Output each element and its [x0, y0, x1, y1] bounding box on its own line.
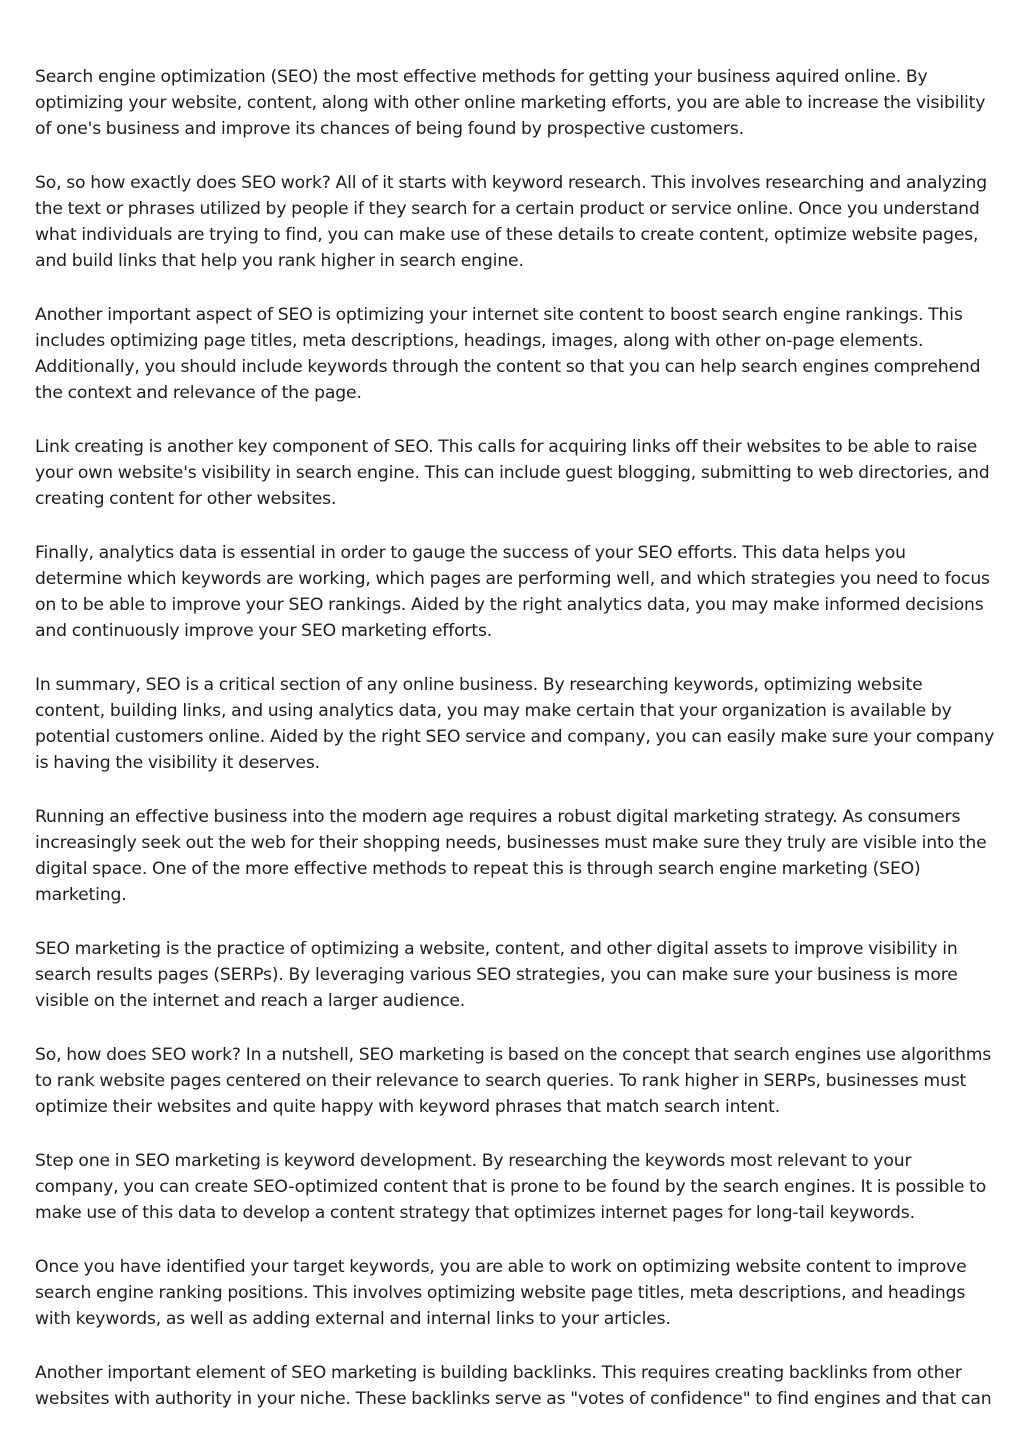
paragraph-4: Link creating is another key component of SEO. This calls for acquiring links off their websites to be able to raise your own website's visibility in search engine. This can include guest blogging, submitting to web directories, and creating content for other websites. — [35, 437, 990, 509]
paragraph-3: Another important aspect of SEO is optimizing your internet site content to boost search engine rankings. This includes optimizing page titles, meta descriptions, headings, images, along with other on-page elements. Additionally, you should include keywords through the content so that you can help search engines comprehend the context and relevance of the page. — [35, 305, 981, 403]
paragraph-7: Running an effective business into the modern age requires a robust digital marketing strategy. As consumers increasingly seek out the web for their shopping needs, businesses must make sure they truly are visible into the digital space. One of the more effective methods to repeat this is through search engine marketing (SEO) marketing. — [35, 807, 987, 905]
paragraph-10: Step one in SEO marketing is keyword development. By researching the keywords most relevant to your company, you can create SEO-optimized content that is prone to be found by the search engines. It is possible to make use of this data to develop a content strategy that optimizes internet pages for long-tail keywords. — [35, 1151, 987, 1223]
paragraph-8: SEO marketing is the practice of optimizing a website, content, and other digital assets to improve visibility in search results pages (SERPs). By leveraging various SEO strategies, you can make sure your business is more visible on the internet and reach a larger audience. — [35, 939, 958, 1011]
paragraph-11: Once you have identified your target keywords, you are able to work on optimizing website content to improve search engine ranking positions. This involves optimizing website page titles, meta descriptions, and headings with keywords, as well as adding external and internal links to your articles. — [35, 1257, 967, 1329]
paragraph-1: Search engine optimization (SEO) the most effective methods for getting your business aquired online. By optimizing your website, content, along with other online marketing efforts, you are able to increase the visibility of one's business and improve its chances of being found by prospective customers. — [35, 67, 986, 139]
paragraph-9: So, how does SEO work? In a nutshell, SEO marketing is based on the concept that search engines use algorithms to rank website pages centered on their relevance to search queries. To rank higher in SERPs, businesses must optimize their websites and quite happy with keyword phrases that match search intent. — [35, 1045, 992, 1117]
paragraph-12: Another important element of SEO marketing is building backlinks. This requires creating backlinks from other websites with authority in your niche. These backlinks serve as "votes of confidence" to find engines and that can — [35, 1363, 992, 1409]
document-body — [35, 64, 995, 1440]
paragraph-5: Finally, analytics data is essential in order to gauge the success of your SEO efforts. This data helps you determine which keywords are working, which pages are performing well, and which strategies you need to focus on to be able to improve your SEO rankings. Aided by the right analytics data, you may make informed decisions and continuously improve your SEO marketing efforts. — [35, 543, 990, 641]
paragraph-6: In summary, SEO is a critical section of any online business. By researching keywords, optimizing website content, building links, and using analytics data, you may make certain that your organization is available by potential customers online. Aided by the right SEO service and company, you can easily make sure your company is having the visibility it deserves. — [35, 675, 995, 773]
paragraph-2: So, so how exactly does SEO work? All of it starts with keyword research. This involves researching and analyzing the text or phrases utilized by people if they search for a certain product or service online. Once you understand what individuals are trying to find, you can make use of these details to create content, optimize website pages, and build links that help you rank higher in search engine. — [35, 173, 988, 271]
